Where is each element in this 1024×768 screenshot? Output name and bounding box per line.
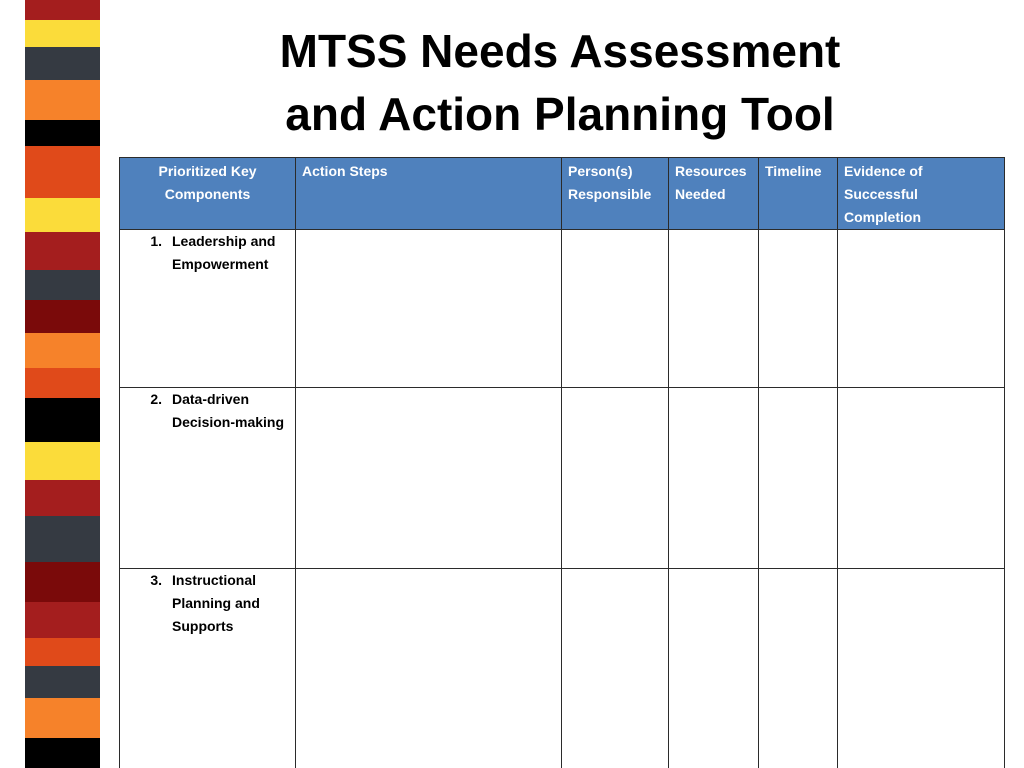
stripe-band: [25, 0, 100, 20]
action-planning-table: [119, 157, 1005, 768]
stripe-band: [25, 562, 100, 602]
stripe-band: [25, 333, 100, 368]
stripe-band: [25, 516, 100, 562]
stripe-band: [25, 198, 100, 232]
resources-needed-cell[interactable]: [669, 230, 759, 388]
title-line-1: MTSS Needs Assessment: [279, 25, 841, 77]
component-label: Instructional Planning and Supports: [172, 572, 260, 634]
timeline-cell[interactable]: [759, 230, 838, 388]
stripe-band: [25, 442, 100, 480]
action-steps-cell[interactable]: [296, 388, 562, 569]
title-line-2: and Action Planning Tool: [285, 88, 835, 140]
header-resources-needed: Resources Needed: [669, 158, 759, 230]
resources-needed-cell[interactable]: [669, 569, 759, 768]
page-title: [180, 20, 940, 146]
component-label: Data-driven Decision-making: [172, 391, 285, 430]
header-action-steps: Action Steps: [296, 158, 562, 230]
timeline-cell[interactable]: [759, 388, 838, 569]
stripe-band: [25, 20, 100, 47]
stripe-band: [25, 480, 100, 516]
stripe-band: [25, 300, 100, 333]
table-row: [120, 230, 1005, 388]
component-cell: [120, 230, 296, 388]
action-steps-cell[interactable]: [296, 230, 562, 388]
header-timeline: Timeline: [759, 158, 838, 230]
evidence-cell[interactable]: [838, 569, 1005, 768]
stripe-band: [25, 638, 100, 666]
stripe-band: [25, 698, 100, 738]
component-cell: [120, 388, 296, 569]
evidence-cell[interactable]: [838, 388, 1005, 569]
evidence-cell[interactable]: [838, 230, 1005, 388]
timeline-cell[interactable]: [759, 569, 838, 768]
component-label: Leadership and Empowerment: [172, 233, 276, 272]
table-header-row: [120, 158, 1005, 230]
stripe-band: [25, 270, 100, 300]
action-steps-cell[interactable]: [296, 569, 562, 768]
stripe-band: [25, 666, 100, 698]
resources-needed-cell[interactable]: [669, 388, 759, 569]
table-row: [120, 569, 1005, 768]
component-cell: [120, 569, 296, 768]
component-number: 3.: [150, 572, 162, 588]
stripe-band: [25, 398, 100, 442]
component-number: 1.: [150, 233, 162, 249]
header-persons-responsible: Person(s) Responsible: [562, 158, 669, 230]
stripe-band: [25, 120, 100, 146]
decorative-stripe-bar: [25, 0, 100, 768]
header-evidence-of-completion: Evidence of Successful Completion: [838, 158, 1005, 230]
table-row: [120, 388, 1005, 569]
stripe-band: [25, 146, 100, 198]
component-number: 2.: [150, 391, 162, 407]
stripe-band: [25, 368, 100, 398]
stripe-band: [25, 738, 100, 768]
stripe-band: [25, 80, 100, 120]
stripe-band: [25, 232, 100, 270]
persons-responsible-cell[interactable]: [562, 230, 669, 388]
stripe-band: [25, 602, 100, 638]
stripe-band: [25, 47, 100, 80]
persons-responsible-cell[interactable]: [562, 569, 669, 768]
persons-responsible-cell[interactable]: [562, 388, 669, 569]
header-prioritized-key-components: Prioritized Key Components: [120, 158, 296, 230]
